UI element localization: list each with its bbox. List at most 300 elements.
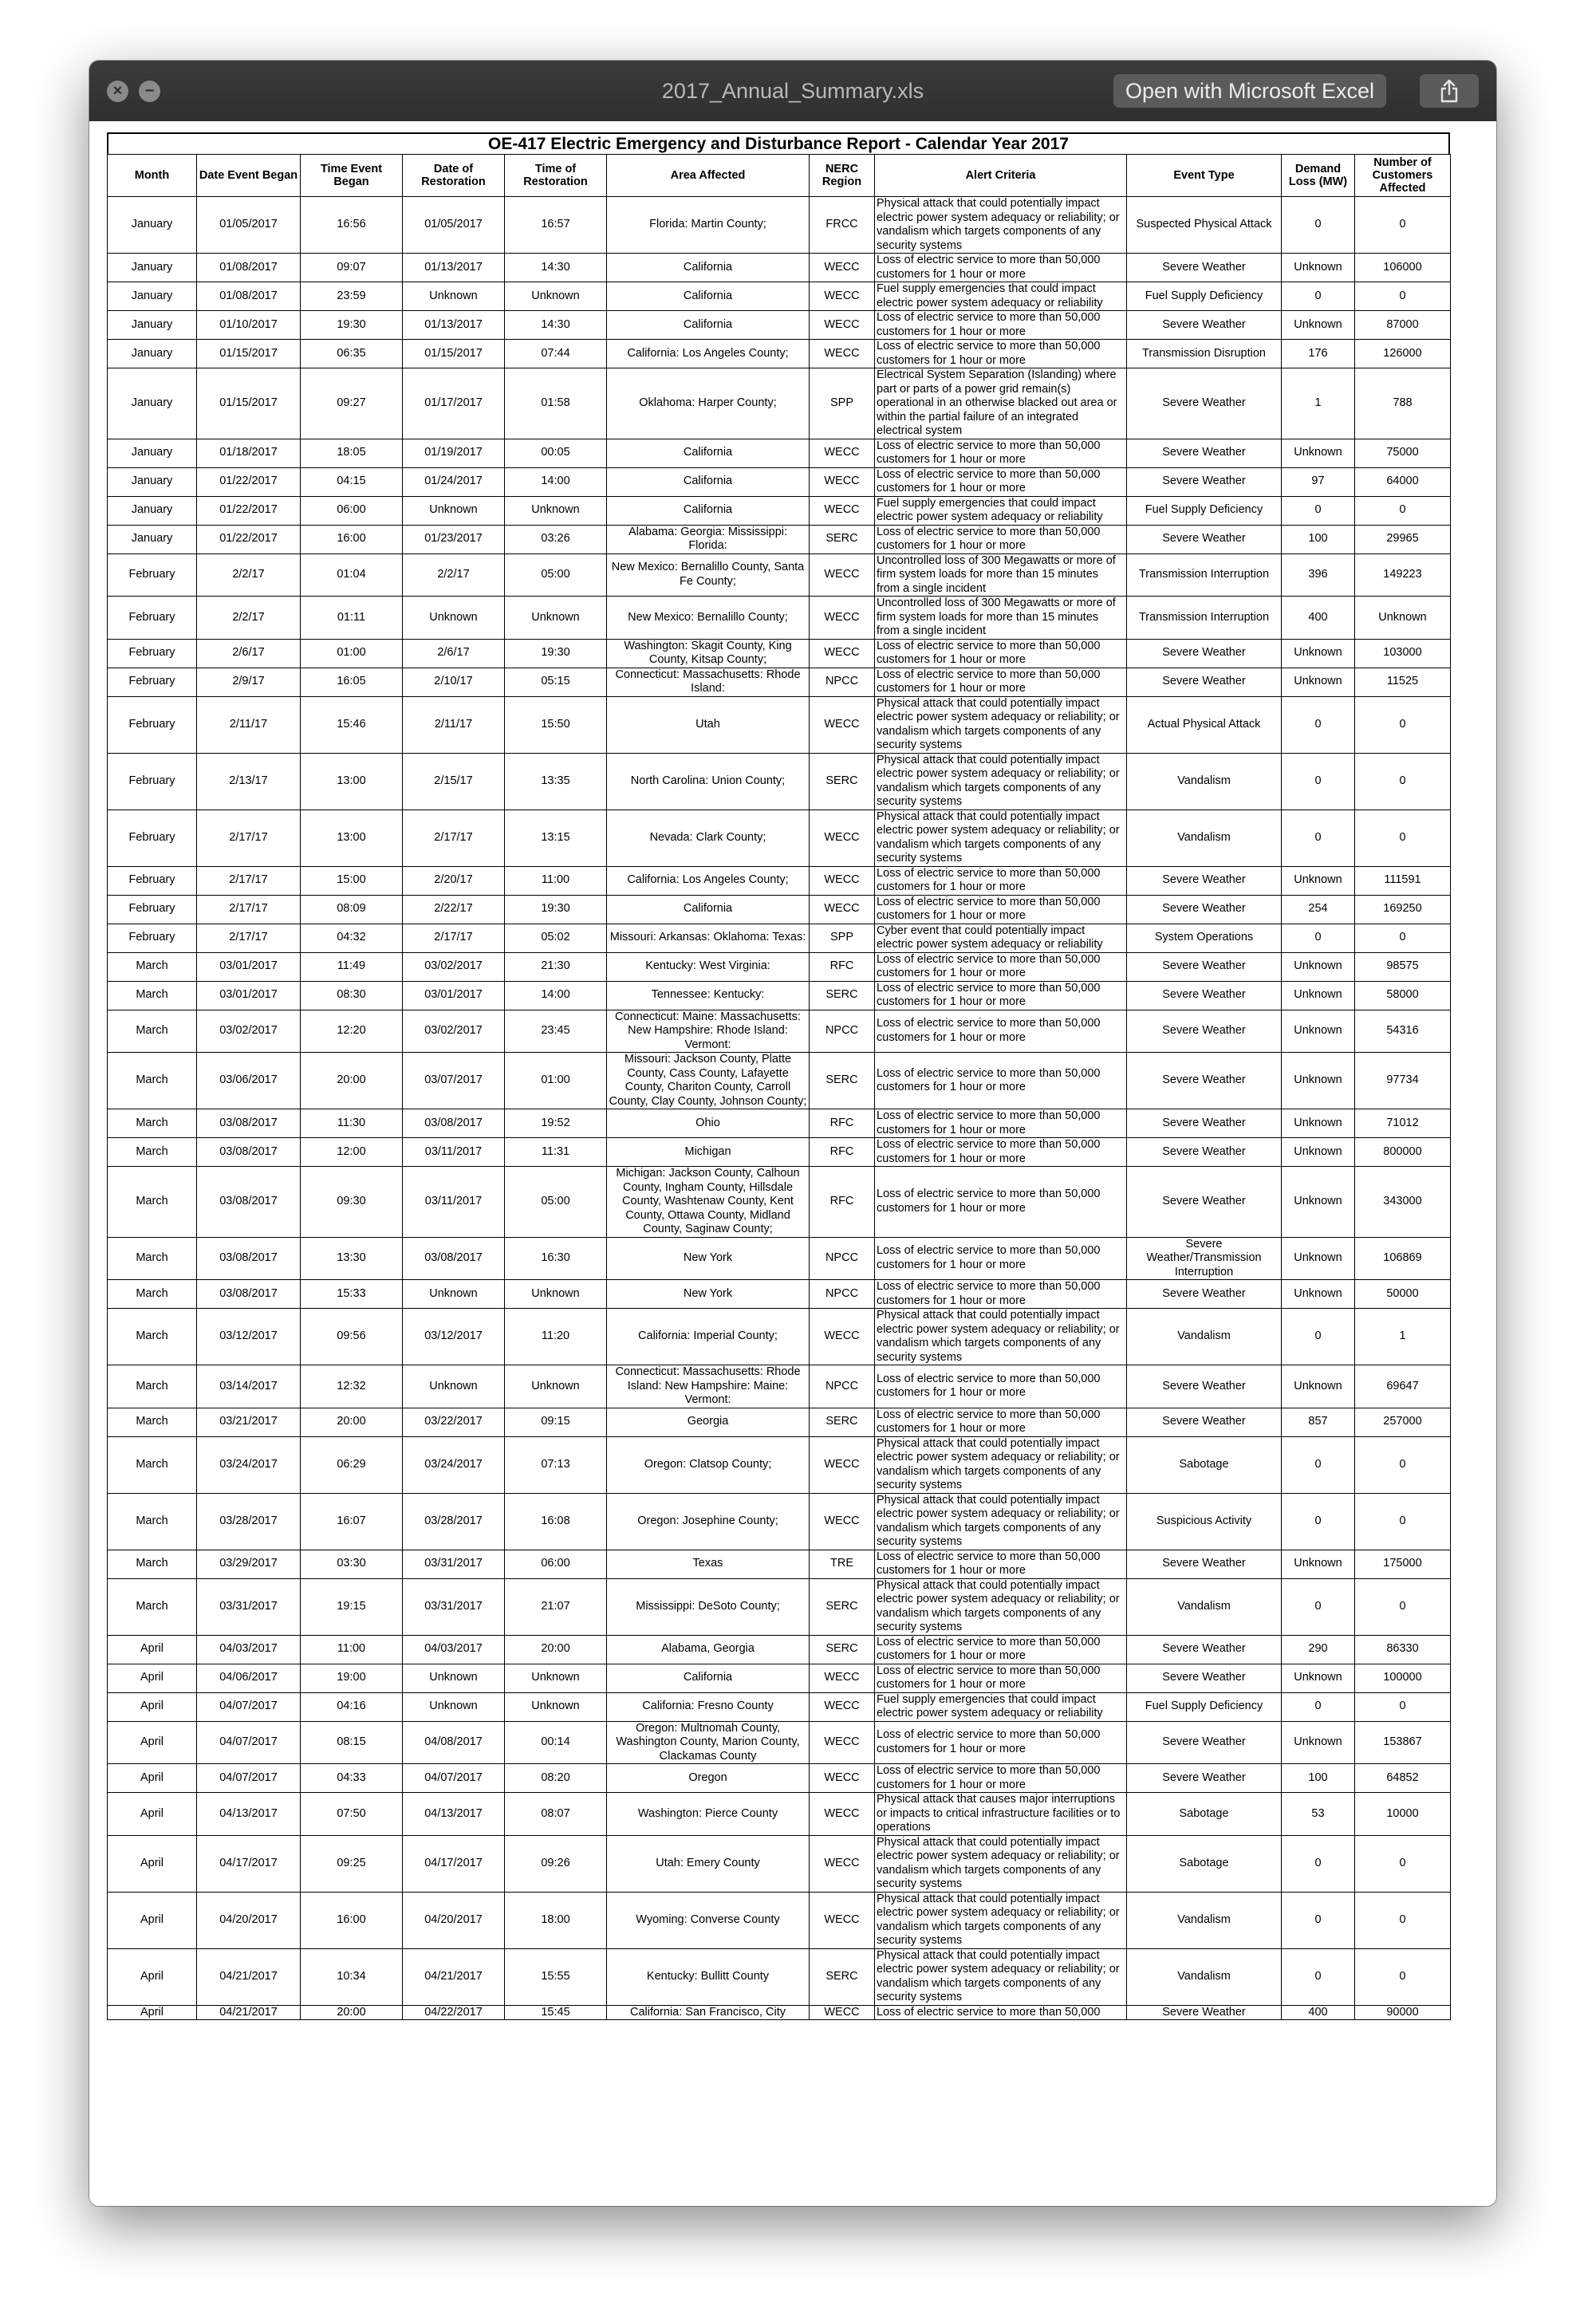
- table-cell: Unknown: [505, 1280, 607, 1309]
- table-cell: Unknown: [1282, 1109, 1355, 1138]
- table-cell: 03/08/2017: [197, 1280, 301, 1309]
- table-cell: 13:00: [301, 753, 403, 809]
- table-cell: 290: [1282, 1635, 1355, 1664]
- table-cell: January: [108, 254, 197, 282]
- table-cell: Unknown: [403, 282, 505, 311]
- table-cell: Vandalism: [1127, 1309, 1282, 1365]
- table-cell: February: [108, 597, 197, 640]
- table-cell: January: [108, 197, 197, 254]
- table-row: [108, 1835, 1451, 1892]
- table-cell: 04/03/2017: [197, 1635, 301, 1664]
- table-cell: Unknown: [1282, 1237, 1355, 1280]
- table-cell: 0: [1282, 1578, 1355, 1635]
- table-cell: 04/21/2017: [197, 2005, 301, 2020]
- table-cell: California: [607, 467, 810, 496]
- table-cell: RFC: [810, 1138, 875, 1167]
- table-cell: February: [108, 553, 197, 597]
- table-cell: Transmission Interruption: [1127, 597, 1282, 640]
- table-cell: March: [108, 1408, 197, 1436]
- table-cell: Loss of electric service to more than 50,000 customers for 1 hour or more: [875, 254, 1127, 282]
- table-cell: 03/08/2017: [197, 1138, 301, 1167]
- table-cell: Severe Weather: [1127, 981, 1282, 1010]
- table-cell: WECC: [810, 311, 875, 340]
- table-cell: 01:00: [301, 639, 403, 668]
- table-cell: Missouri: Jackson County, Platte County, Cass County, Lafayette County, Chariton County, Carroll County, Clay County, Johnson County;: [607, 1053, 810, 1109]
- table-cell: Sabotage: [1127, 1793, 1282, 1836]
- table-cell: Michigan: Jackson County, Calhoun County, Ingham County, Hillsdale County, Washtenaw County, Kent County, Ottawa County, Midland County, Saginaw County;: [607, 1167, 810, 1238]
- table-cell: Unknown: [1282, 439, 1355, 467]
- table-cell: Michigan: [607, 1138, 810, 1167]
- table-cell: Loss of electric service to more than 50,000 customers for 1 hour or more: [875, 1167, 1127, 1238]
- table-cell: Loss of electric service to more than 50,000 customers for 1 hour or more: [875, 1635, 1127, 1664]
- table-cell: 00:05: [505, 439, 607, 467]
- table-row: [108, 924, 1451, 952]
- table-cell: Uncontrolled loss of 300 Megawatts or more of firm system loads for more than 15 minutes from a single incident: [875, 597, 1127, 640]
- table-cell: Vandalism: [1127, 1948, 1282, 2005]
- table-row: [108, 597, 1451, 640]
- table-cell: March: [108, 1365, 197, 1408]
- table-cell: Georgia: [607, 1408, 810, 1436]
- table-cell: 01/17/2017: [403, 368, 505, 439]
- table-cell: 04/13/2017: [403, 1793, 505, 1836]
- table-cell: April: [108, 1835, 197, 1892]
- column-header: Area Affected: [607, 155, 810, 197]
- table-row: [108, 1053, 1451, 1109]
- table-cell: Texas: [607, 1550, 810, 1578]
- table-cell: January: [108, 340, 197, 368]
- table-cell: 0: [1355, 1436, 1451, 1493]
- table-cell: April: [108, 1948, 197, 2005]
- table-cell: Unknown: [1282, 254, 1355, 282]
- table-cell: SERC: [810, 525, 875, 553]
- table-cell: 100: [1282, 1764, 1355, 1793]
- table-cell: Loss of electric service to more than 50,000 customers for 1 hour or more: [875, 525, 1127, 553]
- table-cell: 03/29/2017: [197, 1550, 301, 1578]
- table-cell: New York: [607, 1280, 810, 1309]
- table-cell: 23:45: [505, 1010, 607, 1053]
- table-cell: 03/24/2017: [197, 1436, 301, 1493]
- table-cell: 254: [1282, 895, 1355, 924]
- table-cell: 106000: [1355, 254, 1451, 282]
- table-cell: Ohio: [607, 1109, 810, 1138]
- table-cell: 400: [1282, 2005, 1355, 2020]
- table-cell: Oregon: Multnomah County, Washington County, Marion County, Clackamas County: [607, 1721, 810, 1764]
- table-cell: Fuel supply emergencies that could impact electric power system adequacy or reliability: [875, 282, 1127, 311]
- table-cell: SERC: [810, 1408, 875, 1436]
- table-cell: January: [108, 439, 197, 467]
- table-cell: 16:07: [301, 1493, 403, 1550]
- table-cell: Fuel Supply Deficiency: [1127, 282, 1282, 311]
- table-cell: Severe Weather: [1127, 952, 1282, 981]
- table-cell: 16:00: [301, 1892, 403, 1948]
- table-cell: Physical attack that could potentially impact electric power system adequacy or reliability; or vandalism which targets components of any security systems: [875, 753, 1127, 809]
- table-cell: 01/13/2017: [403, 311, 505, 340]
- table-cell: 01/19/2017: [403, 439, 505, 467]
- table-cell: Unknown: [1282, 1365, 1355, 1408]
- table-row: [108, 311, 1451, 340]
- table-cell: 111591: [1355, 866, 1451, 895]
- table-cell: 175000: [1355, 1550, 1451, 1578]
- table-cell: 0: [1282, 1835, 1355, 1892]
- table-cell: 04:33: [301, 1764, 403, 1793]
- table-cell: 400: [1282, 597, 1355, 640]
- table-cell: 01/15/2017: [197, 340, 301, 368]
- table-cell: Fuel Supply Deficiency: [1127, 1692, 1282, 1721]
- table-cell: 15:50: [505, 696, 607, 753]
- table-cell: April: [108, 1892, 197, 1948]
- column-header: Time of Restoration: [505, 155, 607, 197]
- table-cell: 0: [1355, 1892, 1451, 1948]
- table-cell: Unknown: [1355, 597, 1451, 640]
- close-icon[interactable]: ×: [107, 81, 128, 102]
- table-cell: 2/20/17: [403, 866, 505, 895]
- table-cell: 2/17/17: [197, 866, 301, 895]
- table-cell: 19:30: [505, 639, 607, 668]
- table-cell: 2/11/17: [403, 696, 505, 753]
- table-cell: Unknown: [1282, 981, 1355, 1010]
- table-cell: 04/17/2017: [197, 1835, 301, 1892]
- table-cell: April: [108, 1664, 197, 1692]
- table-cell: Cyber event that could potentially impact electric power system adequacy or reliability: [875, 924, 1127, 952]
- table-cell: Unknown: [1282, 1721, 1355, 1764]
- table-cell: Severe Weather: [1127, 311, 1282, 340]
- table-cell: Severe Weather: [1127, 368, 1282, 439]
- table-cell: Wyoming: Converse County: [607, 1892, 810, 1948]
- table-cell: 53: [1282, 1793, 1355, 1836]
- events-table: [107, 154, 1451, 2020]
- table-cell: 01/08/2017: [197, 254, 301, 282]
- table-cell: Loss of electric service to more than 50,000 customers for 1 hour or more: [875, 1721, 1127, 1764]
- table-cell: April: [108, 1764, 197, 1793]
- table-cell: March: [108, 1578, 197, 1635]
- table-cell: 86330: [1355, 1635, 1451, 1664]
- table-cell: Washington: Skagit County, King County, Kitsap County;: [607, 639, 810, 668]
- table-cell: 06:29: [301, 1436, 403, 1493]
- table-cell: 05:02: [505, 924, 607, 952]
- share-icon: [1440, 79, 1459, 103]
- table-cell: April: [108, 2005, 197, 2020]
- table-cell: 257000: [1355, 1408, 1451, 1436]
- table-cell: 06:00: [301, 496, 403, 525]
- table-cell: 100000: [1355, 1664, 1451, 1692]
- table-cell: 10000: [1355, 1793, 1451, 1836]
- table-cell: 0: [1355, 1948, 1451, 2005]
- table-cell: Severe Weather: [1127, 467, 1282, 496]
- table-cell: Severe Weather: [1127, 1053, 1282, 1109]
- table-cell: 11:30: [301, 1109, 403, 1138]
- table-cell: 103000: [1355, 639, 1451, 668]
- table-cell: Physical attack that could potentially impact electric power system adequacy or reliability; or vandalism which targets components of any security systems: [875, 1436, 1127, 1493]
- table-cell: WECC: [810, 1793, 875, 1836]
- table-cell: California: [607, 1664, 810, 1692]
- table-cell: SERC: [810, 1578, 875, 1635]
- table-cell: WECC: [810, 639, 875, 668]
- table-cell: Severe Weather: [1127, 668, 1282, 696]
- table-cell: 15:46: [301, 696, 403, 753]
- table-cell: RFC: [810, 952, 875, 981]
- table-cell: North Carolina: Union County;: [607, 753, 810, 809]
- table-cell: 14:00: [505, 981, 607, 1010]
- table-cell: California: Los Angeles County;: [607, 866, 810, 895]
- table-cell: 04/06/2017: [197, 1664, 301, 1692]
- table-cell: 09:30: [301, 1167, 403, 1238]
- table-cell: 11525: [1355, 668, 1451, 696]
- table-cell: 1: [1355, 1309, 1451, 1365]
- table-cell: 04/03/2017: [403, 1635, 505, 1664]
- table-cell: Nevada: Clark County;: [607, 809, 810, 866]
- share-button[interactable]: [1420, 74, 1479, 108]
- table-cell: WECC: [810, 1764, 875, 1793]
- table-cell: 1: [1282, 368, 1355, 439]
- table-cell: Oregon: [607, 1764, 810, 1793]
- table-cell: 16:00: [301, 525, 403, 553]
- table-cell: Loss of electric service to more than 50,000 customers for 1 hour or more: [875, 1550, 1127, 1578]
- table-cell: Fuel supply emergencies that could impact electric power system adequacy or reliability: [875, 496, 1127, 525]
- table-cell: January: [108, 467, 197, 496]
- table-cell: 14:30: [505, 311, 607, 340]
- table-cell: Physical attack that could potentially impact electric power system adequacy or reliability; or vandalism which targets components of any security systems: [875, 1578, 1127, 1635]
- table-row: [108, 1010, 1451, 1053]
- table-cell: February: [108, 753, 197, 809]
- open-with-excel-button[interactable]: Open with Microsoft Excel: [1113, 74, 1386, 108]
- table-cell: 0: [1282, 1892, 1355, 1948]
- table-cell: 857: [1282, 1408, 1355, 1436]
- table-row: [108, 1664, 1451, 1692]
- title-bar: [89, 61, 1496, 122]
- table-cell: Uncontrolled loss of 300 Megawatts or more of firm system loads for more than 15 minutes from a single incident: [875, 553, 1127, 597]
- table-cell: Loss of electric service to more than 50,000: [875, 2005, 1127, 2020]
- table-cell: Oregon: Josephine County;: [607, 1493, 810, 1550]
- table-cell: January: [108, 525, 197, 553]
- table-cell: 100: [1282, 525, 1355, 553]
- table-cell: Severe Weather: [1127, 866, 1282, 895]
- table-cell: Loss of electric service to more than 50,000 customers for 1 hour or more: [875, 439, 1127, 467]
- table-cell: February: [108, 639, 197, 668]
- table-cell: Mississippi: DeSoto County;: [607, 1578, 810, 1635]
- table-cell: April: [108, 1692, 197, 1721]
- table-cell: 126000: [1355, 340, 1451, 368]
- table-cell: March: [108, 1138, 197, 1167]
- table-cell: Vandalism: [1127, 1578, 1282, 1635]
- table-cell: 04/22/2017: [403, 2005, 505, 2020]
- table-cell: 153867: [1355, 1721, 1451, 1764]
- table-cell: SERC: [810, 981, 875, 1010]
- minimize-icon[interactable]: −: [139, 81, 160, 102]
- table-cell: WECC: [810, 696, 875, 753]
- table-cell: 04/21/2017: [197, 1948, 301, 2005]
- table-cell: Unknown: [1282, 1167, 1355, 1238]
- table-cell: 343000: [1355, 1167, 1451, 1238]
- table-cell: 23:59: [301, 282, 403, 311]
- table-cell: 01:11: [301, 597, 403, 640]
- table-cell: 15:45: [505, 2005, 607, 2020]
- table-cell: 03/01/2017: [197, 981, 301, 1010]
- table-cell: Physical attack that could potentially impact electric power system adequacy or reliability; or vandalism which targets components of any security systems: [875, 1835, 1127, 1892]
- table-cell: 20:00: [301, 1408, 403, 1436]
- spreadsheet-viewport[interactable]: [89, 121, 1496, 2206]
- table-cell: 15:55: [505, 1948, 607, 2005]
- table-cell: Washington: Pierce County: [607, 1793, 810, 1836]
- table-cell: February: [108, 809, 197, 866]
- table-cell: 11:00: [505, 866, 607, 895]
- table-cell: 01/23/2017: [403, 525, 505, 553]
- table-cell: Physical attack that could potentially impact electric power system adequacy or reliability; or vandalism which targets components of any security systems: [875, 197, 1127, 254]
- table-cell: 04/08/2017: [403, 1721, 505, 1764]
- table-cell: Actual Physical Attack: [1127, 696, 1282, 753]
- table-cell: WECC: [810, 1835, 875, 1892]
- table-cell: 149223: [1355, 553, 1451, 597]
- table-row: [108, 1493, 1451, 1550]
- table-cell: Loss of electric service to more than 50,000 customers for 1 hour or more: [875, 1280, 1127, 1309]
- table-cell: Loss of electric service to more than 50,000 customers for 1 hour or more: [875, 340, 1127, 368]
- table-cell: Suspected Physical Attack: [1127, 197, 1282, 254]
- table-cell: WECC: [810, 340, 875, 368]
- table-row: [108, 1138, 1451, 1167]
- table-cell: February: [108, 866, 197, 895]
- table-cell: 12:20: [301, 1010, 403, 1053]
- table-cell: 169250: [1355, 895, 1451, 924]
- table-cell: SERC: [810, 1053, 875, 1109]
- table-cell: Tennessee: Kentucky:: [607, 981, 810, 1010]
- table-cell: Severe Weather: [1127, 1764, 1282, 1793]
- table-cell: WECC: [810, 1493, 875, 1550]
- table-cell: 03/11/2017: [403, 1138, 505, 1167]
- table-cell: Physical attack that could potentially impact electric power system adequacy or reliability; or vandalism which targets components of any security systems: [875, 1493, 1127, 1550]
- table-cell: 14:30: [505, 254, 607, 282]
- table-cell: 0: [1282, 1948, 1355, 2005]
- table-cell: Severe Weather: [1127, 1550, 1282, 1578]
- table-cell: 01/05/2017: [403, 197, 505, 254]
- table-cell: 03/12/2017: [403, 1309, 505, 1365]
- table-cell: 10:34: [301, 1948, 403, 2005]
- table-cell: 19:00: [301, 1664, 403, 1692]
- table-cell: 03/14/2017: [197, 1365, 301, 1408]
- table-cell: Severe Weather: [1127, 525, 1282, 553]
- table-row: [108, 368, 1451, 439]
- table-cell: 0: [1282, 282, 1355, 311]
- table-cell: 20:00: [301, 2005, 403, 2020]
- table-cell: 03/02/2017: [403, 1010, 505, 1053]
- table-row: [108, 282, 1451, 311]
- table-cell: 19:30: [505, 895, 607, 924]
- table-cell: 03:26: [505, 525, 607, 553]
- table-cell: Unknown: [505, 1692, 607, 1721]
- table-cell: March: [108, 1493, 197, 1550]
- table-cell: 16:30: [505, 1237, 607, 1280]
- table-cell: Physical attack that could potentially impact electric power system adequacy or reliability; or vandalism which targets components of any security systems: [875, 1309, 1127, 1365]
- table-cell: 04:16: [301, 1692, 403, 1721]
- table-cell: Unknown: [505, 1365, 607, 1408]
- table-cell: NPCC: [810, 1237, 875, 1280]
- table-cell: Severe Weather: [1127, 1408, 1282, 1436]
- table-cell: 0: [1282, 924, 1355, 952]
- table-cell: February: [108, 696, 197, 753]
- table-cell: 04/20/2017: [403, 1892, 505, 1948]
- table-cell: 0: [1355, 1835, 1451, 1892]
- table-cell: Unknown: [1282, 1550, 1355, 1578]
- table-cell: Connecticut: Massachusetts: Rhode Island:: [607, 668, 810, 696]
- table-cell: Loss of electric service to more than 50,000 customers for 1 hour or more: [875, 1109, 1127, 1138]
- table-cell: March: [108, 1309, 197, 1365]
- table-cell: 03/08/2017: [197, 1237, 301, 1280]
- table-cell: 09:25: [301, 1835, 403, 1892]
- table-cell: Transmission Interruption: [1127, 553, 1282, 597]
- table-cell: 16:56: [301, 197, 403, 254]
- table-cell: California: San Francisco, City: [607, 2005, 810, 2020]
- table-cell: January: [108, 311, 197, 340]
- table-cell: 0: [1282, 1493, 1355, 1550]
- table-cell: 03/01/2017: [403, 981, 505, 1010]
- table-cell: California: [607, 282, 810, 311]
- report-title: OE-417 Electric Emergency and Disturbance Report - Calendar Year 2017: [107, 132, 1450, 154]
- table-cell: 20:00: [505, 1635, 607, 1664]
- table-cell: 0: [1282, 496, 1355, 525]
- table-cell: Kentucky: Bullitt County: [607, 1948, 810, 2005]
- table-cell: March: [108, 1550, 197, 1578]
- table-cell: Loss of electric service to more than 50,000 customers for 1 hour or more: [875, 668, 1127, 696]
- table-cell: Alabama: Georgia: Mississippi: Florida:: [607, 525, 810, 553]
- table-cell: March: [108, 952, 197, 981]
- table-cell: 13:35: [505, 753, 607, 809]
- table-cell: Vandalism: [1127, 753, 1282, 809]
- table-cell: 14:00: [505, 467, 607, 496]
- table-cell: 2/22/17: [403, 895, 505, 924]
- table-cell: NPCC: [810, 1280, 875, 1309]
- table-row: [108, 753, 1451, 809]
- table-cell: 03/31/2017: [403, 1578, 505, 1635]
- table-cell: NPCC: [810, 1365, 875, 1408]
- table-cell: Loss of electric service to more than 50,000 customers for 1 hour or more: [875, 639, 1127, 668]
- table-cell: WECC: [810, 439, 875, 467]
- table-cell: California: Los Angeles County;: [607, 340, 810, 368]
- table-cell: Unknown: [1282, 1280, 1355, 1309]
- table-cell: April: [108, 1721, 197, 1764]
- table-row: [108, 2005, 1451, 2020]
- table-row: [108, 254, 1451, 282]
- table-cell: Physical attack that could potentially impact electric power system adequacy or reliability; or vandalism which targets components of any security systems: [875, 1948, 1127, 2005]
- table-cell: 75000: [1355, 439, 1451, 467]
- table-cell: 03/06/2017: [197, 1053, 301, 1109]
- table-cell: Oklahoma: Harper County;: [607, 368, 810, 439]
- table-cell: Unknown: [1282, 311, 1355, 340]
- table-cell: January: [108, 282, 197, 311]
- table-cell: WECC: [810, 1664, 875, 1692]
- table-cell: WECC: [810, 1892, 875, 1948]
- table-cell: Loss of electric service to more than 50,000 customers for 1 hour or more: [875, 1365, 1127, 1408]
- table-cell: Unknown: [1282, 668, 1355, 696]
- table-row: [108, 1721, 1451, 1764]
- table-cell: 03/21/2017: [197, 1408, 301, 1436]
- table-cell: 20:00: [301, 1053, 403, 1109]
- table-row: [108, 1436, 1451, 1493]
- table-cell: Physical attack that could potentially impact electric power system adequacy or reliability; or vandalism which targets components of any security systems: [875, 809, 1127, 866]
- table-cell: Loss of electric service to more than 50,000 customers for 1 hour or more: [875, 895, 1127, 924]
- table-cell: 03/08/2017: [197, 1167, 301, 1238]
- table-row: [108, 952, 1451, 981]
- table-cell: Severe Weather/Transmission Interruption: [1127, 1237, 1282, 1280]
- table-cell: TRE: [810, 1550, 875, 1578]
- table-cell: Missouri: Arkansas: Oklahoma: Texas:: [607, 924, 810, 952]
- table-cell: 19:15: [301, 1578, 403, 1635]
- table-cell: Kentucky: West Virginia:: [607, 952, 810, 981]
- table-cell: Florida: Martin County;: [607, 197, 810, 254]
- table-cell: System Operations: [1127, 924, 1282, 952]
- table-cell: February: [108, 895, 197, 924]
- table-cell: Unknown: [505, 496, 607, 525]
- table-cell: 19:52: [505, 1109, 607, 1138]
- table-row: [108, 467, 1451, 496]
- table-cell: 2/17/17: [197, 809, 301, 866]
